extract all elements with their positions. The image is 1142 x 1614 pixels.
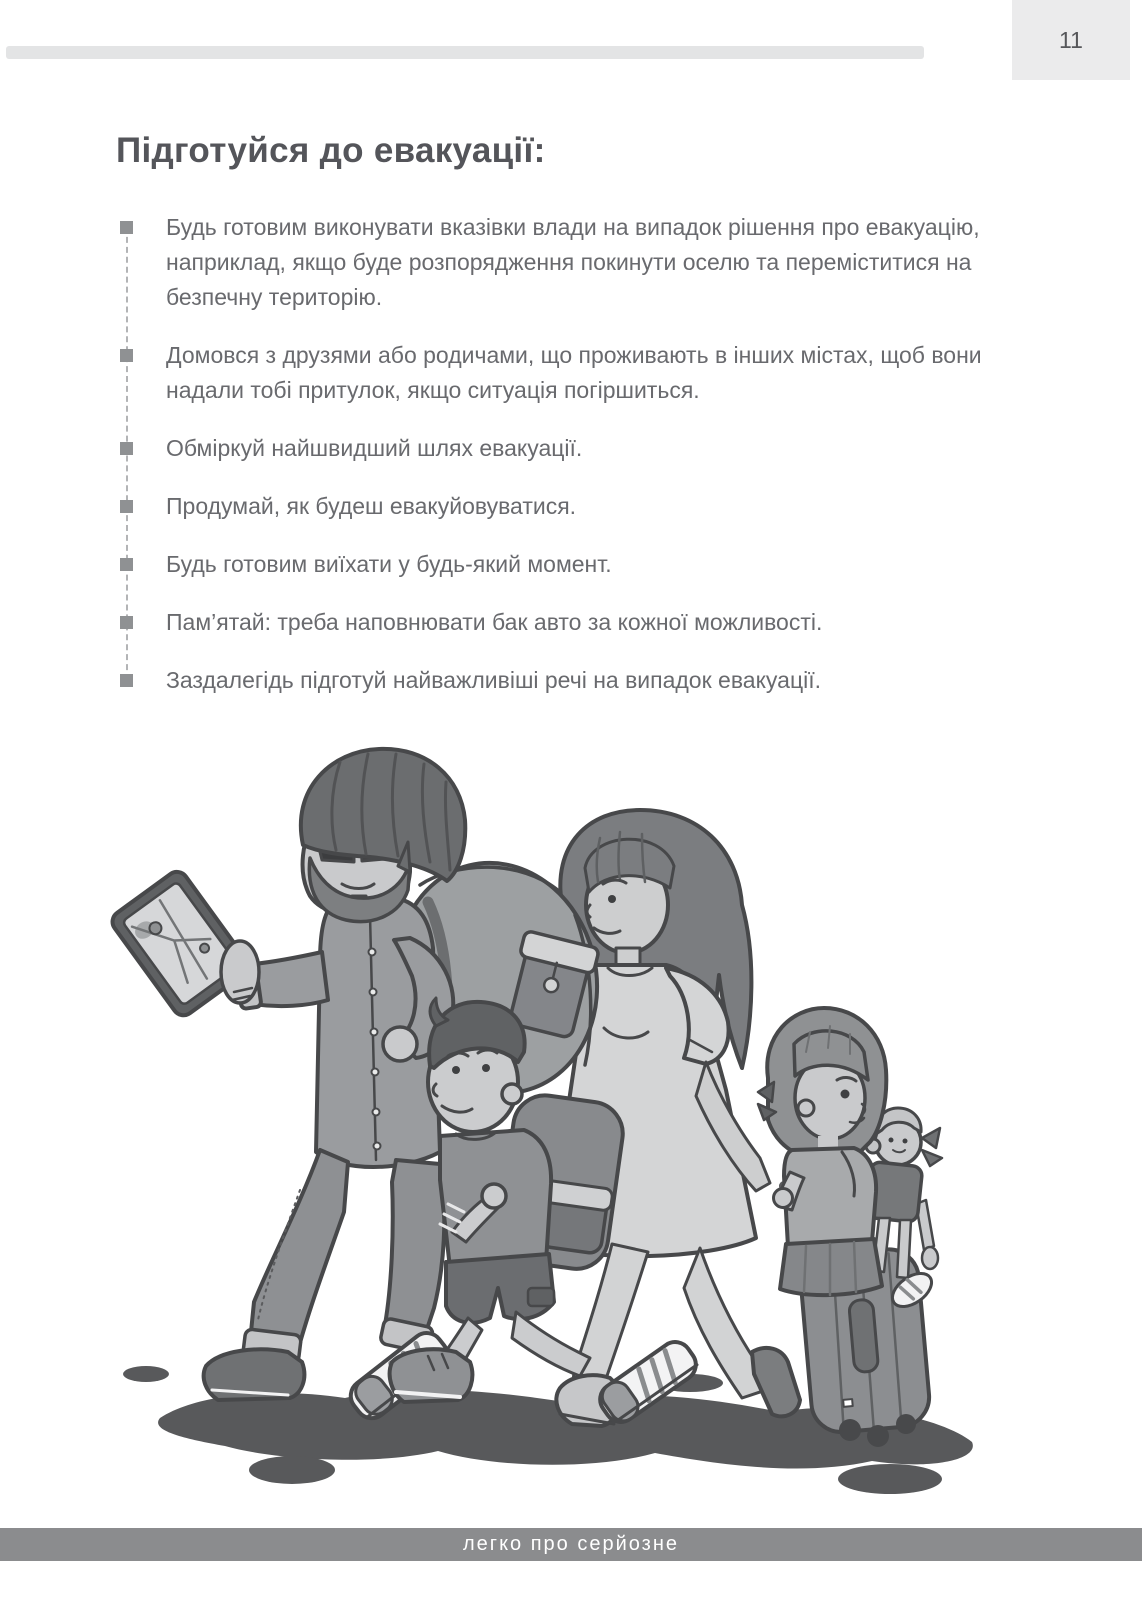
checklist-item: [120, 431, 1025, 466]
footer-bar: [0, 1528, 1142, 1561]
square-bullet-icon: [120, 616, 133, 629]
square-bullet-icon: [120, 221, 133, 234]
evacuation-checklist: [120, 210, 1025, 721]
checklist-item-text: Будь готовим виконувати вказівки влади на випадок рішення про евакуацію, наприклад, якщо буде розпорядження покинути оселю та переміститися на безпечну територію.: [166, 214, 980, 310]
square-bullet-icon: [120, 558, 133, 571]
family-illustration: [105, 745, 975, 1520]
square-bullet-icon: [120, 442, 133, 455]
page-number-box: [1012, 0, 1130, 80]
checklist-item-text: Домовся з друзями або родичами, що проживають в інших містах, щоб вони надали тобі притулок, якщо ситуація погіршиться.: [166, 342, 982, 403]
father-figure: [108, 749, 621, 1425]
checklist-item: [120, 663, 1025, 698]
checklist-item-text: Обміркуй найшвидший шлях евакуації.: [166, 435, 583, 461]
square-bullet-icon: [120, 349, 133, 362]
checklist-item-text: Будь готовим виїхати у будь-який момент.: [166, 551, 612, 577]
checklist-item: [120, 489, 1025, 524]
page-number: 11: [1059, 26, 1083, 53]
checklist-item-text: Заздалегідь підготуй найважливіші речі на випадок евакуації.: [166, 667, 822, 693]
page-title: Підготуйся до евакуації:: [116, 131, 546, 171]
checklist-item: [120, 605, 1025, 640]
square-bullet-icon: [120, 674, 133, 687]
header-rule: [6, 46, 924, 59]
footer-text: легко про серйозне: [462, 1533, 680, 1555]
square-bullet-icon: [120, 500, 133, 513]
checklist-item: [120, 210, 1025, 315]
checklist-item: [120, 338, 1025, 408]
checklist-item: [120, 547, 1025, 582]
checklist-item-text: Пам’ятай: треба наповнювати бак авто за кожної можливості.: [166, 609, 823, 635]
checklist-item-text: Продумай, як будеш евакуйовуватися.: [166, 493, 577, 519]
